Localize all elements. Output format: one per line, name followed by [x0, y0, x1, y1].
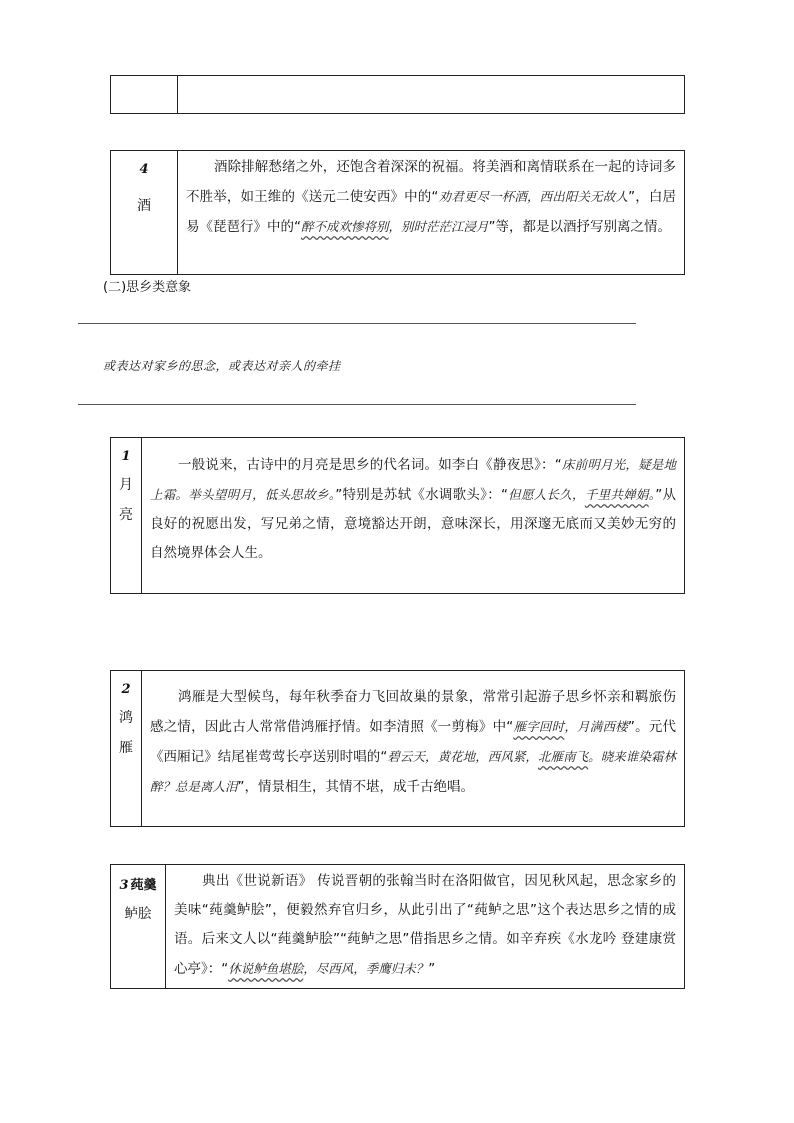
moon-head-cell [111, 438, 142, 593]
perch-name-b: 鲈脍 [124, 906, 152, 922]
goose-number: 2 [121, 682, 131, 697]
perch-text-1: 典出《世说新语》 传说晋朝的张翰当时在洛阳做官，因见秋风起，思念家乡的美味“莼羹鲈脍”，便毅然弃官归乡，从此引出了“莼鲈之思”这个表达思乡之情的成语。后来文人以“莼羹鲈脍”“莼鲈之思”借指思乡之情。如辛弃疾《水龙吟 登建康赏心亭》：“ [174, 873, 676, 977]
wine-head-cell [111, 151, 178, 274]
wine-quote-baijuyi: 醉不成欢惨将别 [301, 219, 389, 234]
perch-head-cell [111, 865, 166, 988]
goose-text [142, 671, 684, 826]
goose-text-2: ”。元代《西厢记》结尾崔莺莺长亭送别时唱的“ [150, 719, 676, 765]
moon-text-3: ”从良好的祝愿出发，写兄弟之情，意境豁达开朗，意味深长，用深邃无底而又美妙无穷的自然境界体会人生。 [150, 487, 676, 561]
moon-name-top: 月 [119, 477, 133, 493]
wine-name: 酒 [137, 198, 151, 214]
perch-quote-xinqiji: 休说鲈鱼堪脍 [228, 961, 304, 976]
goose-quote-xixiang-3: 。晓来谁染霜林醉？总是离人泪 [150, 749, 676, 794]
wine-quote-wangwei: 劝君更尽一杯酒，西出阳关无故人 [438, 189, 629, 204]
moon-quote-sushi-2: 千里共婵娟 [584, 487, 649, 502]
imagery-box-moon [110, 437, 685, 594]
goose-quote-xixiang: 碧云天，黄花地，西风紧， [387, 749, 538, 764]
moon-number: 1 [121, 449, 131, 464]
goose-text-1: 鸿雁是大型候鸟，每年秋季奋力飞回故巢的景象，常常引起游子思乡怀亲和羁旅伤感之情，因此古人常常借鸿雁抒情。如李清照《一剪梅》中“ [150, 689, 676, 735]
moon-name-bottom: 亮 [119, 507, 133, 523]
wine-quote-baijuyi-2: ，别时茫茫江浸月 [388, 219, 489, 234]
perch-text-2: ” [428, 961, 436, 977]
moon-quote-sushi-3: 。 [648, 487, 656, 502]
rule-bottom [78, 404, 636, 405]
rule-top [78, 323, 636, 324]
perch-text [166, 865, 684, 988]
section-heading: (二)思乡类意象 [103, 280, 192, 295]
perch-name-a: 莼羹 [130, 878, 157, 893]
imagery-box-wine [110, 150, 685, 275]
goose-quote-liqingzhao-2: ，月满西楼 [564, 719, 628, 734]
goose-text-3: ”，情景相生，其情不堪，成千古绝唱。 [237, 779, 475, 795]
wine-text-3: ”等，都是以酒抒写别离之情。 [488, 219, 672, 235]
perch-number: 3 [119, 878, 129, 893]
moon-text [142, 438, 684, 593]
wine-text-2: ”，白居易《琵琶行》中的“ [186, 189, 676, 235]
wine-text [178, 151, 684, 274]
imagery-box-perch [110, 864, 685, 989]
goose-quote-liqingzhao: 雁字回时 [513, 719, 565, 734]
top-partial-table [110, 75, 685, 114]
goose-name-top: 鸿 [119, 710, 133, 726]
perch-head-line-1 [111, 871, 165, 900]
moon-text-2: ”特别是苏轼《水调歌头》：“ [335, 487, 508, 503]
imagery-box-goose [110, 670, 685, 827]
section-hint: 或表达对家乡的思念，或表达对亲人的牵挂 [103, 359, 341, 373]
goose-name-bottom: 雁 [119, 740, 133, 756]
goose-head-cell [111, 671, 142, 826]
moon-quote-libai: 床前明月光，疑是地上霜。举头望明月，低头思故乡。 [150, 457, 676, 502]
moon-text-1: 一般说来，古诗中的月亮是思乡的代名词。如李白《静夜思》：“ [178, 457, 562, 473]
top-partial-body-cell [178, 76, 684, 113]
goose-quote-xixiang-2: 北雁南飞 [537, 749, 589, 764]
wine-text-1: 酒除排解愁绪之外，还饱含着深深的祝福。将美酒和离情联系在一起的诗词多不胜举，如王维的《送元二使安西》中的“ [186, 159, 676, 205]
perch-quote-xinqiji-2: ，尽西风，季鹰归未？ [303, 961, 429, 976]
top-partial-head-cell [111, 76, 178, 113]
wine-number: 4 [139, 162, 149, 177]
moon-quote-sushi: 但愿人长久， [507, 487, 585, 502]
